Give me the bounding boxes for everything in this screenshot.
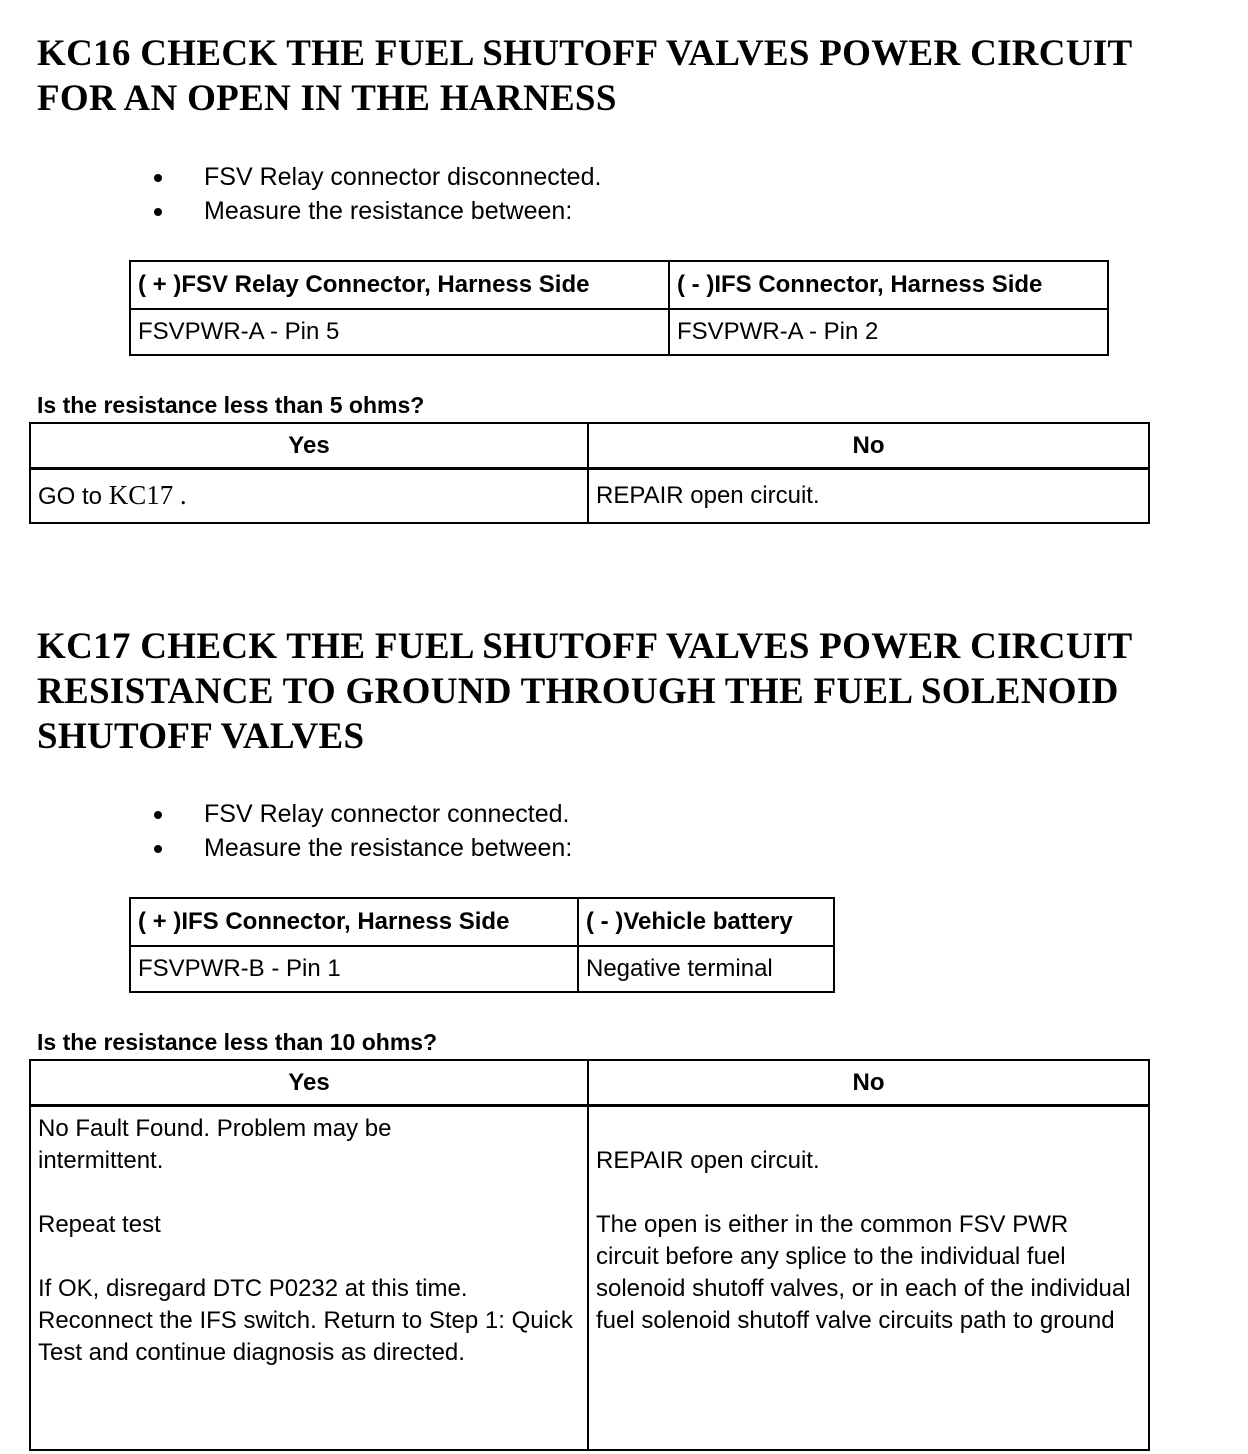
kc17-yes-paragraph-2: Repeat test xyxy=(38,1211,161,1238)
kc16-step-text: Measure the resistance between: xyxy=(204,197,573,225)
kc17-steps-list xyxy=(0,797,572,865)
kc17-no-paragraph-2: The open is either in the common FSV PWR circuit before any splice to the individual fuel solenoid shutoff valves, or in each of the individual fuel solenoid shutoff valve circuits path to ground xyxy=(596,1211,1131,1334)
kc17-measure-header-negative: ( - )Vehicle battery xyxy=(578,898,834,946)
kc17-yes-paragraph-3: If OK, disregard DTC P0232 at this time. Reconnect the IFS switch. Return to Step 1: Quick Test and continue diagnosis as directed. xyxy=(38,1275,573,1366)
kc16-yes-header: Yes xyxy=(30,423,588,469)
bullet-icon xyxy=(154,208,162,216)
kc17-step-text: Measure the resistance between: xyxy=(204,834,573,862)
kc17-heading-line3: SHUTOFF VALVES xyxy=(37,716,365,757)
kc17-step-item xyxy=(0,831,572,865)
bullet-icon xyxy=(154,811,162,819)
kc17-decision-table xyxy=(29,1059,1150,1451)
kc16-no-cell: REPAIR open circuit. xyxy=(588,469,1149,524)
table-row xyxy=(30,469,1149,524)
kc17-yes-cell xyxy=(30,1106,588,1451)
table-row xyxy=(130,946,834,992)
kc17-heading-line2: RESISTANCE TO GROUND THROUGH THE FUEL SOLENOID xyxy=(37,671,1119,712)
kc16-decision-table xyxy=(29,422,1150,524)
kc17-yes-paragraph-1: No Fault Found. Problem may be intermittent. xyxy=(38,1115,392,1174)
kc16-yes-prefix: GO to xyxy=(38,483,103,510)
kc17-step-link[interactable]: KC17 xyxy=(108,480,174,510)
kc17-measure-cell-negative: Negative terminal xyxy=(578,946,834,992)
kc16-yes-cell xyxy=(30,469,588,524)
table-row xyxy=(30,1106,1149,1451)
kc16-step-text: FSV Relay connector disconnected. xyxy=(204,163,602,191)
kc17-measure-table xyxy=(129,897,835,993)
kc16-heading-line1: KC16 CHECK THE FUEL SHUTOFF VALVES POWER CIRCUIT xyxy=(37,33,1133,74)
kc17-yes-header: Yes xyxy=(30,1060,588,1106)
kc16-measure-header-negative: ( - )IFS Connector, Harness Side xyxy=(669,261,1108,309)
kc17-no-cell xyxy=(588,1106,1149,1451)
kc17-step-text: FSV Relay connector connected. xyxy=(204,800,570,828)
kc16-question: Is the resistance less than 5 ohms? xyxy=(37,392,425,418)
kc17-measure-header-positive: ( + )IFS Connector, Harness Side xyxy=(130,898,578,946)
table-header-row xyxy=(130,898,834,946)
kc17-step-item xyxy=(0,797,572,831)
table-header-row xyxy=(130,261,1108,309)
kc16-heading xyxy=(37,31,1133,121)
table-row xyxy=(130,309,1108,355)
bullet-icon xyxy=(154,845,162,853)
kc16-measure-cell-positive: FSVPWR-A - Pin 5 xyxy=(130,309,669,355)
kc17-measure-cell-positive: FSVPWR-B - Pin 1 xyxy=(130,946,578,992)
kc16-measure-table xyxy=(129,260,1109,356)
kc17-no-header: No xyxy=(588,1060,1149,1106)
kc17-question: Is the resistance less than 10 ohms? xyxy=(37,1029,438,1055)
bullet-icon xyxy=(154,174,162,182)
kc16-steps-list xyxy=(0,160,601,228)
kc16-heading-line2: FOR AN OPEN IN THE HARNESS xyxy=(37,78,617,119)
kc16-no-header: No xyxy=(588,423,1149,469)
kc17-heading xyxy=(37,624,1133,759)
kc16-yes-suffix: . xyxy=(179,480,187,510)
kc17-heading-line1: KC17 CHECK THE FUEL SHUTOFF VALVES POWER CIRCUIT xyxy=(37,626,1133,667)
kc16-step-item xyxy=(0,194,601,228)
table-header-row xyxy=(30,1060,1149,1106)
kc16-step-item xyxy=(0,160,601,194)
kc17-no-paragraph-1: REPAIR open circuit. xyxy=(596,1147,820,1174)
kc16-measure-header-positive: ( + )FSV Relay Connector, Harness Side xyxy=(130,261,669,309)
table-header-row xyxy=(30,423,1149,469)
kc16-measure-cell-negative: FSVPWR-A - Pin 2 xyxy=(669,309,1108,355)
